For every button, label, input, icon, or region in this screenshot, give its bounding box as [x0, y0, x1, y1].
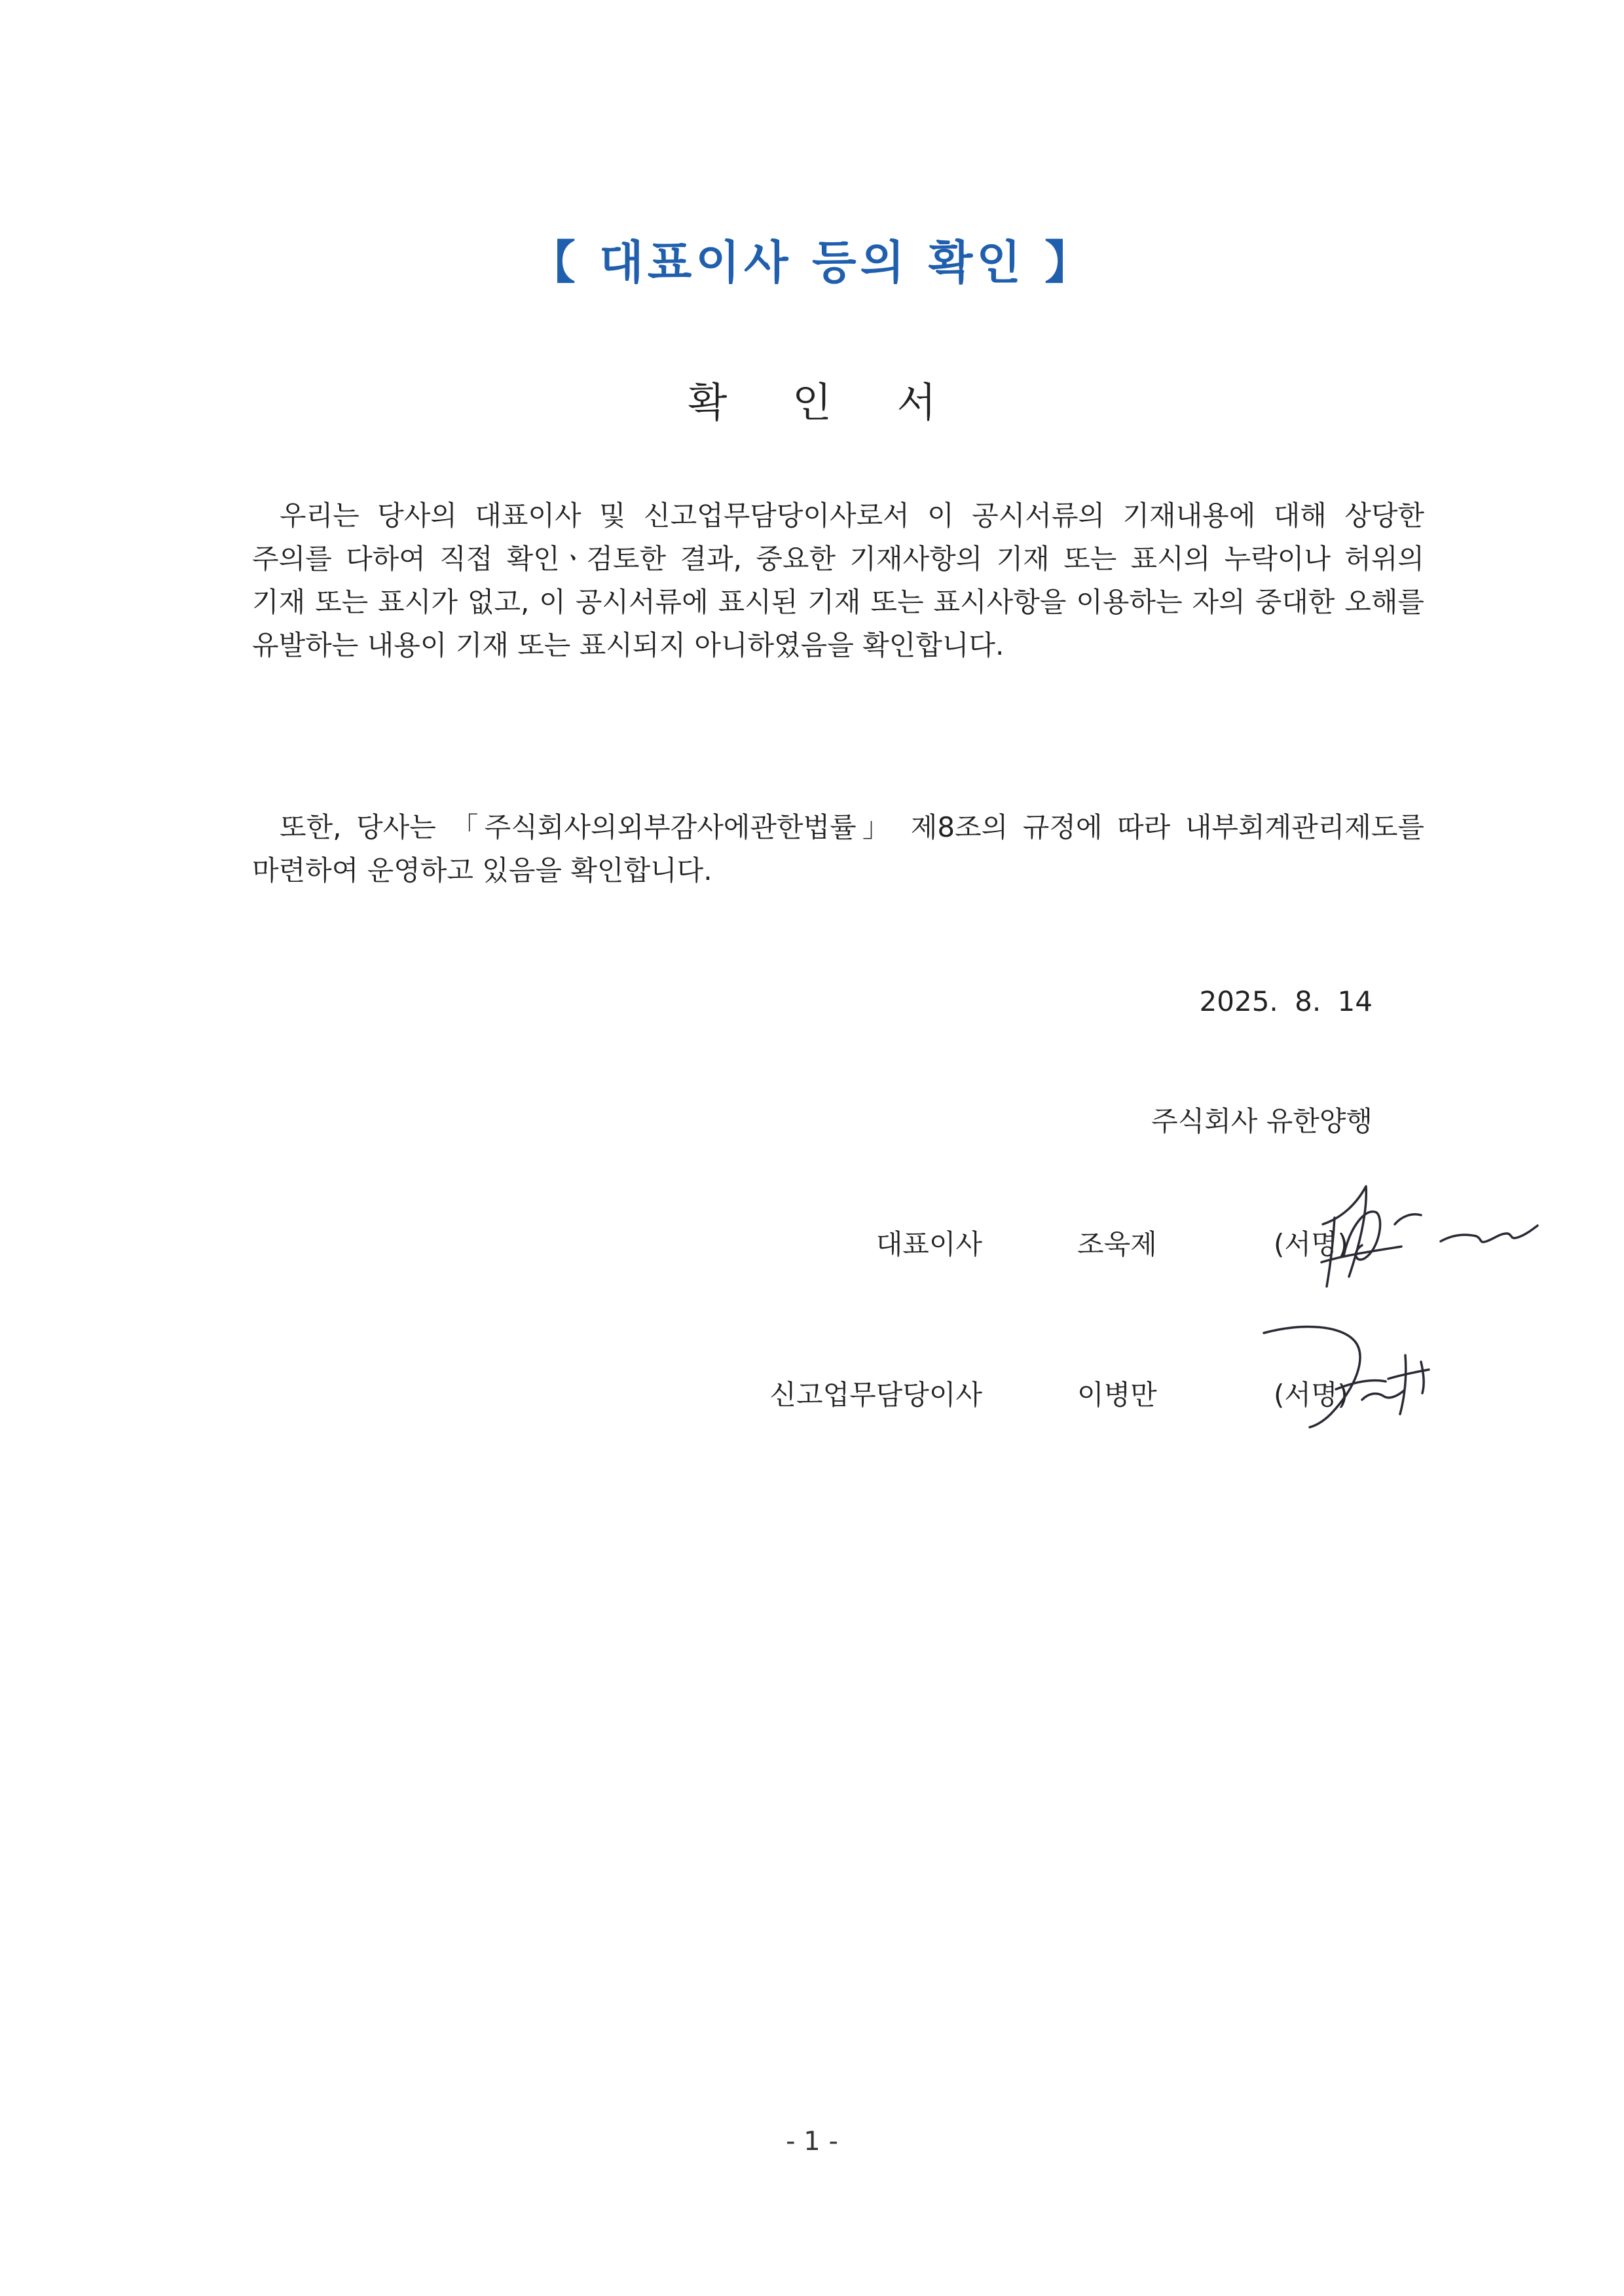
signature-label-ceo: (서명): [1274, 1228, 1348, 1260]
document-title: 확 인 서: [688, 378, 963, 426]
handwritten-signature-ceo: [1303, 1178, 1539, 1290]
confirmation-paragraph: 우리는 당사의 대표이사 및 신고업무담당이사로서 이 공시서류의 기재내용에 대해 상당한 주의를 다하여 직접 확인ㆍ검토한 결과, 중요한 기재사항의 기재 또는 표시의 누락이나 허위의 기재 또는 표시가 없고, 이 공시서류에 표시된 기재 또는 표시사항을 이용하는 자의 중대한 오해를 유발하는 내용이 기재 또는 표시되지 아니하였음을 확인합니다.: [252, 500, 1424, 661]
company-name: 주식회사 유한양행: [1151, 1105, 1373, 1137]
signature-label-disclosure-officer: (서명): [1274, 1379, 1348, 1411]
handwritten-signature-disclosure-officer: [1257, 1316, 1467, 1434]
section-heading: 【 대표이사 등의 확인 】: [529, 236, 1095, 289]
page-number: - 1 -: [786, 2126, 838, 2157]
signatory-role-ceo: 대표이사: [876, 1228, 982, 1260]
signatory-name-disclosure-officer: 이병만: [1077, 1379, 1157, 1411]
signatory-role-disclosure-officer: 신고업무담당이사: [769, 1379, 982, 1411]
internal-control-paragraph: 또한, 당사는 「주식회사의외부감사에관한법률」 제8조의 규정에 따라 내부회계관리제도를 마련하여 운영하고 있음을 확인합니다.: [252, 811, 1424, 886]
signatory-name-ceo: 조욱제: [1077, 1228, 1157, 1260]
document-date: 2025. 8. 14: [1199, 985, 1373, 1017]
